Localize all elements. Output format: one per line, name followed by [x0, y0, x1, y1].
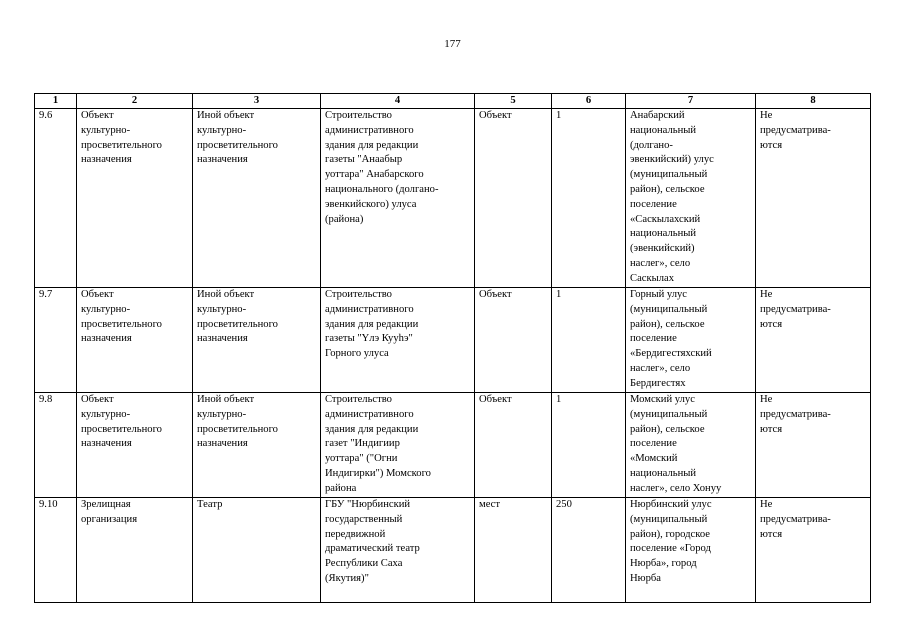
header-cell-6: 6 — [552, 94, 626, 109]
cell-location: Нюрбинский улус (муниципальный район), городское поселение «Город Нюрба», город Нюрба — [626, 498, 756, 603]
cell-object-type: Зрелищная организация — [77, 498, 193, 603]
cell-number: 9.6 — [35, 109, 77, 288]
table-row — [35, 288, 871, 393]
cell-object-type: Объект культурно- просветительного назначения — [77, 109, 193, 288]
cell-location: Горный улус (муниципальный район), сельское поселение «Бердигестяхский наслег», село Бердигестях — [626, 288, 756, 393]
page-number: 177 — [444, 38, 461, 50]
header-cell-8: 8 — [756, 94, 871, 109]
cell-object-type: Объект культурно- просветительного назначения — [77, 393, 193, 498]
cell-object-name: ГБУ "Нюрбинский государственный передвижной драматический театр Республики Саха (Якутия)" — [321, 498, 475, 603]
cell-object-name: Строительство административного здания для редакции газеты "Үлэ Кууһэ" Горного улуса — [321, 288, 475, 393]
cell-unit: мест — [475, 498, 552, 603]
cell-zones: Не предусматрива- ются — [756, 109, 871, 288]
cell-unit: Объект — [475, 288, 552, 393]
cell-value: 1 — [552, 109, 626, 288]
table-row — [35, 109, 871, 288]
cell-number: 9.10 — [35, 498, 77, 603]
cell-object-kind: Иной объект культурно- просветительного назначения — [193, 393, 321, 498]
cell-unit: Объект — [475, 393, 552, 498]
cell-object-kind: Иной объект культурно- просветительного назначения — [193, 288, 321, 393]
cell-zones: Не предусматрива- ются — [756, 288, 871, 393]
cell-location: Анабарский национальный (долгано- эвенкийский) улус (муниципальный район), сельское поселение «Саскылахский национальный (эвенкийский) наслег», село Саскылах — [626, 109, 756, 288]
table-row — [35, 498, 871, 603]
table-row — [35, 393, 871, 498]
header-row — [35, 94, 871, 109]
cell-number: 9.7 — [35, 288, 77, 393]
objects-table — [34, 93, 871, 603]
cell-value: 1 — [552, 288, 626, 393]
cell-zones: Не предусматрива- ются — [756, 498, 871, 603]
cell-object-kind: Театр — [193, 498, 321, 603]
header-cell-2: 2 — [77, 94, 193, 109]
cell-object-kind: Иной объект культурно- просветительного назначения — [193, 109, 321, 288]
cell-object-name: Строительство административного здания для редакции газеты "Анаабыр уоттара" Анабарского национального (долгано- эвенкийского) улуса (района) — [321, 109, 475, 288]
cell-zones: Не предусматрива- ются — [756, 393, 871, 498]
header-cell-1: 1 — [35, 94, 77, 109]
cell-object-name: Строительство административного здания для редакции газет "Индигиир уоттара" ("Огни Индигирки") Момского района — [321, 393, 475, 498]
cell-value: 250 — [552, 498, 626, 603]
cell-number: 9.8 — [35, 393, 77, 498]
cell-object-type: Объект культурно- просветительного назначения — [77, 288, 193, 393]
header-cell-3: 3 — [193, 94, 321, 109]
cell-value: 1 — [552, 393, 626, 498]
header-cell-7: 7 — [626, 94, 756, 109]
cell-location: Момский улус (муниципальный район), сельское поселение «Момский национальный наслег», село Хонуу — [626, 393, 756, 498]
header-cell-4: 4 — [321, 94, 475, 109]
cell-unit: Объект — [475, 109, 552, 288]
header-cell-5: 5 — [475, 94, 552, 109]
